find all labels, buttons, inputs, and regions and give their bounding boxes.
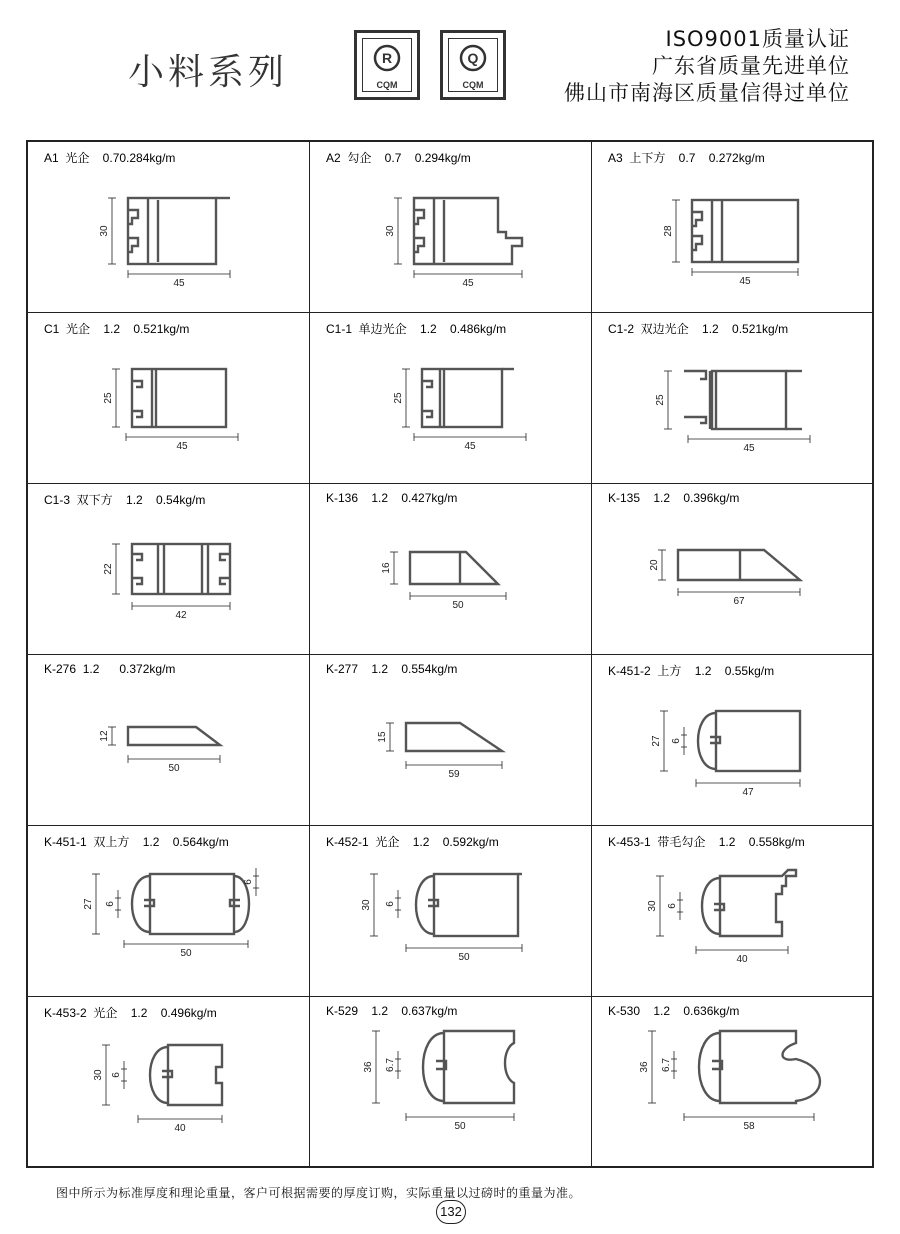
width-dimension: 58 (743, 1121, 755, 1132)
profile-cell-c12 (592, 313, 872, 484)
height-dimension: 30 (647, 900, 658, 912)
profile-section-drawing (592, 997, 874, 1168)
page-number: 132 (436, 1200, 466, 1224)
width-dimension: 50 (180, 948, 192, 959)
profile-section-drawing (28, 313, 310, 484)
width-dimension: 67 (733, 596, 745, 607)
profile-cell-k530 (592, 997, 872, 1167)
profile-label: K-276 1.2 0.372kg/m (44, 662, 176, 676)
profile-label: K-453-1 带毛勾企 1.2 0.558kg/m (608, 835, 805, 849)
profile-section-drawing (310, 313, 592, 484)
height-dimension: 30 (99, 225, 110, 237)
profile-label: K-530 1.2 0.636kg/m (608, 1004, 740, 1018)
width-dimension: 59 (448, 769, 460, 780)
profile-cell-a2 (310, 142, 592, 313)
width-dimension: 50 (168, 763, 180, 774)
badge-letter: R (381, 50, 393, 66)
height-dimension: 28 (663, 225, 674, 237)
profile-cell-k4511 (28, 826, 310, 997)
profile-label: C1 光企 1.2 0.521kg/m (44, 322, 190, 336)
q-cqm-badge (440, 30, 506, 100)
profile-section-drawing (28, 997, 310, 1168)
height-dimension: 20 (649, 559, 660, 571)
certification-line: 广东省质量先进单位 (652, 54, 850, 78)
profile-section-drawing (592, 655, 874, 826)
profile-label: A1 光企 0.70.284kg/m (44, 151, 176, 165)
profile-cell-a1 (28, 142, 310, 313)
series-title: 小料系列 (128, 52, 289, 93)
profile-label: K-277 1.2 0.554kg/m (326, 662, 458, 676)
profile-section-drawing (28, 484, 310, 655)
profile-cell-k135 (592, 484, 872, 655)
profile-section-drawing (592, 826, 874, 997)
profile-cell-k4531 (592, 826, 872, 997)
height-dimension: 15 (377, 731, 388, 743)
profile-section-drawing (28, 826, 310, 997)
height-dimension: 25 (393, 392, 404, 404)
width-dimension: 45 (173, 278, 185, 289)
profile-catalog-grid (26, 140, 874, 1168)
badge-letter: Q (467, 50, 479, 66)
height-dimension: 27 (83, 898, 94, 910)
width-dimension: 50 (458, 952, 470, 963)
height-dimension: 36 (639, 1061, 650, 1073)
profile-cell-k277 (310, 655, 592, 826)
badge-caption: CQM (376, 80, 398, 90)
profile-label: K-452-1 光企 1.2 0.592kg/m (326, 835, 499, 849)
slot-dimension: 6 (671, 738, 682, 744)
height-dimension: 22 (103, 563, 114, 575)
height-dimension: 25 (655, 394, 666, 406)
profile-section-drawing (310, 826, 592, 997)
profile-label: K-529 1.2 0.637kg/m (326, 1004, 458, 1018)
profile-cell-k276 (28, 655, 310, 826)
profile-label: A3 上下方 0.7 0.272kg/m (608, 151, 765, 165)
profile-label: C1-3 双下方 1.2 0.54kg/m (44, 493, 206, 507)
certification-list (564, 26, 850, 107)
r-cqm-badge (354, 30, 420, 100)
r-seal-icon (357, 33, 423, 103)
footer-note: 图中所示为标准厚度和理论重量，客户可根据需要的厚度订购，实际重量以过磅时的重量为准。 (56, 1186, 582, 1200)
profile-label: K-451-1 双上方 1.2 0.564kg/m (44, 835, 229, 849)
slot-dimension: 6 (667, 903, 678, 909)
width-dimension: 47 (742, 787, 754, 798)
width-dimension: 42 (175, 610, 187, 621)
profile-label: K-135 1.2 0.396kg/m (608, 491, 740, 505)
slot-dimension: 6.7 (385, 1058, 396, 1072)
height-dimension: 12 (99, 730, 110, 742)
slot-dimension: 6 (105, 901, 116, 907)
profile-cell-c1 (28, 313, 310, 484)
height-dimension: 30 (361, 899, 372, 911)
badge-caption: CQM (462, 80, 484, 90)
width-dimension: 40 (174, 1123, 186, 1134)
profile-label: A2 勾企 0.7 0.294kg/m (326, 151, 471, 165)
profile-label: C1-1 单边光企 1.2 0.486kg/m (326, 322, 507, 336)
width-dimension: 45 (739, 276, 751, 287)
profile-section-drawing (310, 142, 592, 313)
profile-label: K-453-2 光企 1.2 0.496kg/m (44, 1006, 217, 1020)
profile-section-drawing (310, 997, 592, 1168)
profile-cell-k4532 (28, 997, 310, 1167)
profile-cell-c11 (310, 313, 592, 484)
slot-dimension: 6.7 (661, 1058, 672, 1072)
height-dimension: 25 (103, 392, 114, 404)
profile-section-drawing (592, 484, 874, 655)
width-dimension: 50 (454, 1121, 466, 1132)
profile-section-drawing (310, 655, 592, 826)
profile-cell-k136 (310, 484, 592, 655)
width-dimension: 45 (176, 441, 188, 452)
profile-section-drawing (592, 313, 874, 484)
height-dimension: 36 (363, 1061, 374, 1073)
slot-dimension: 6 (111, 1072, 122, 1078)
profile-section-drawing (310, 484, 592, 655)
q-seal-icon (443, 33, 509, 103)
profile-cell-a3 (592, 142, 872, 313)
profile-label: K-451-2 上方 1.2 0.55kg/m (608, 664, 775, 678)
height-dimension: 30 (385, 225, 396, 237)
profile-section-drawing (28, 655, 310, 826)
height-dimension: 27 (651, 735, 662, 747)
profile-section-drawing (28, 142, 310, 313)
profile-cell-k529 (310, 997, 592, 1167)
width-dimension: 45 (464, 441, 476, 452)
width-dimension: 50 (452, 600, 464, 611)
profile-cell-k4512 (592, 655, 872, 826)
slot-dimension: 6 (243, 879, 254, 885)
width-dimension: 45 (462, 278, 474, 289)
profile-label: K-136 1.2 0.427kg/m (326, 491, 458, 505)
height-dimension: 30 (93, 1069, 104, 1081)
width-dimension: 40 (736, 954, 748, 965)
height-dimension: 16 (381, 562, 392, 574)
profile-label: C1-2 双边光企 1.2 0.521kg/m (608, 322, 789, 336)
certification-line: ISO9001质量认证 (665, 27, 850, 51)
profile-section-drawing (592, 142, 874, 313)
profile-cell-c13 (28, 484, 310, 655)
slot-dimension: 6 (385, 901, 396, 907)
width-dimension: 45 (743, 443, 755, 454)
profile-cell-k4521 (310, 826, 592, 997)
certification-line: 佛山市南海区质量信得过单位 (564, 81, 850, 105)
